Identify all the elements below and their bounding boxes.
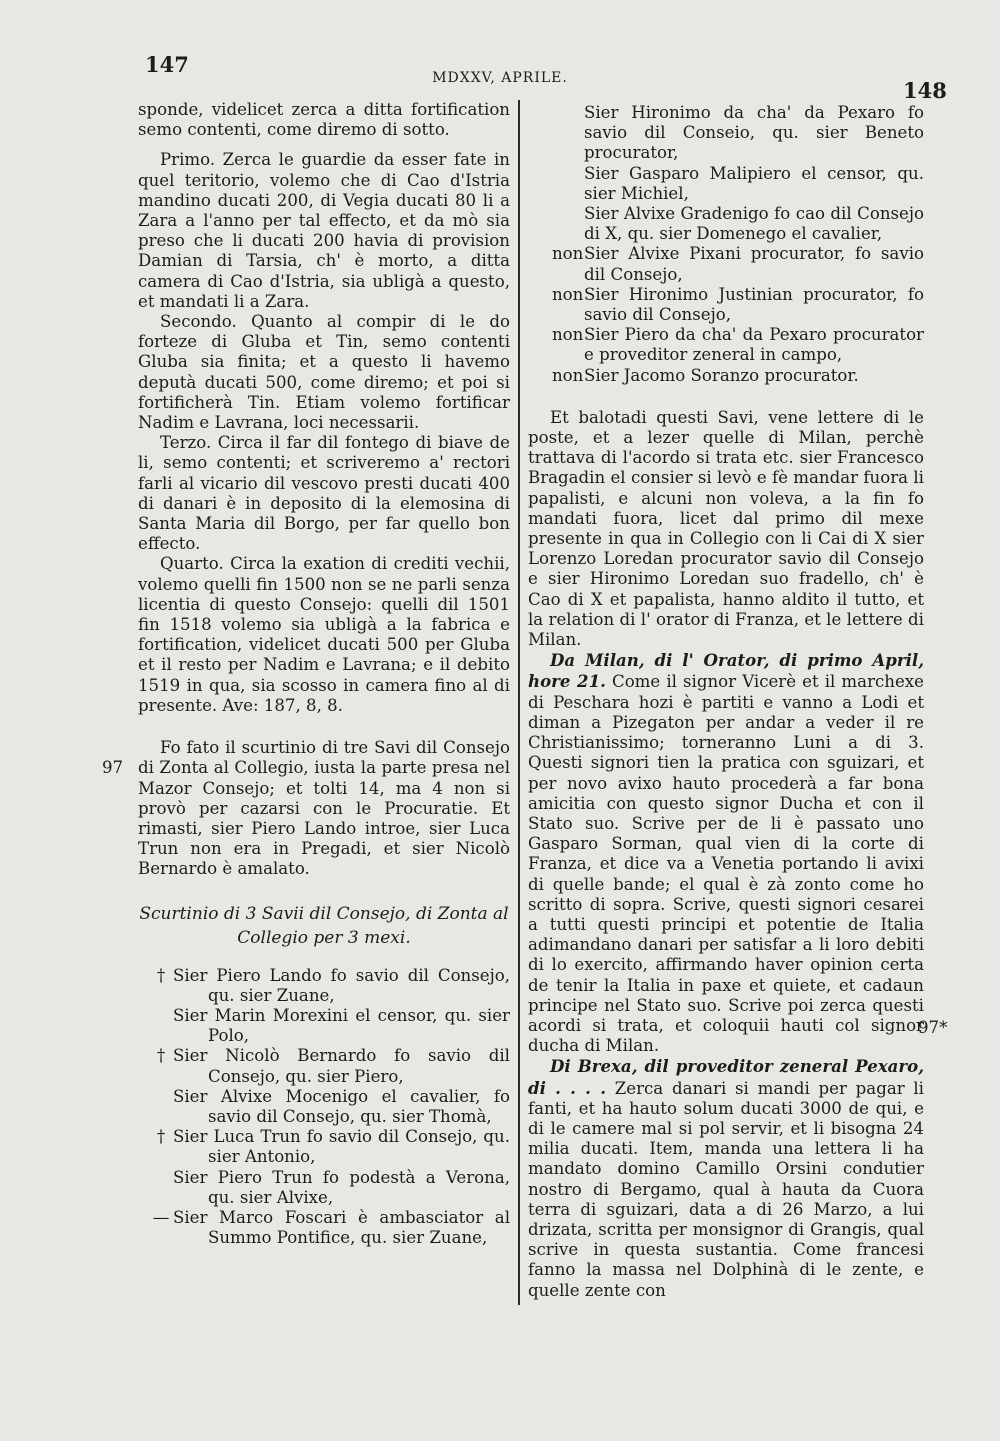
list-mark: — [152,1207,170,1227]
heading-line: Collegio per 3 mexi. [237,927,411,948]
margin-number-right: 97* [918,1018,948,1037]
list-item-text: Sier Piero Trun fo podestà a Verona, qu. sier Alvixe, [173,1167,510,1207]
list-prefix: non [552,325,584,345]
left-paragraph: Fo fato il scurtinio di tre Savi dil Consejo di Zonta al Collegio, iusta la parte presa nel Mazor Consejo; et tolti 14, ma 4 non si provò per cazarsi con le Procuratie. Et rimasti, sier Piero Lando introe, sier Luca Trun non era in Pregadi, et sier Nicolò Bernardo è amalato. [138,738,510,879]
list-item [138,1087,510,1127]
list-item [138,966,510,1006]
running-head: MDXXV, APRILE. [432,70,568,86]
list-prefix: non [552,244,584,264]
left-paragraph: Secondo. Quanto al compir di le do forteze di Gluba et Tin, semo contenti Gluba sia finita; et a questo li havemo deputà ducati 500, come diremo; et poi si fortificherà Tin. Etiam volemo fortificar Nadim e Lavrana, loci necessarii. [138,312,510,433]
list-item [528,285,924,325]
letter-source: Di Brexa, dil proveditor zeneral Pexaro, di . . . . [528,1056,924,1098]
column-divider [518,100,520,1305]
letter-body: Come il signor Vicerè et il marchexe di Peschara hozi è partiti e vanno a Lodi et diman a Pizegaton per andar a veder il re Christianissimo; torneranno Luni a di 3. Questi signori tien la pratica con sguizari, et per novo avixo hauto procederà a far bona amicitia con questo signor Ducha et con il Stato suo. Scrive per de li è passato uno Gasparo Sorman, qual vien di la corte di Franza, et dice va a Venetia portando li avixi di quelle bande; el qual è zà zonto come ho scritto di sopra. Scrive, questi signori cesarei a tutti questi principi et potentie de Italia adimandano danari per satisfar a li loro debiti di lo exercito, affirmando haver opinion certa de tenir la Italia in paxe et quiete, et cadaun principe nel Stato suo. Scrive poi zerca questi acordi si trata, et coloquii hauti col signor ducha di Milan. [528,672,924,1056]
right-paragraph: Et balotadi questi Savi, vene lettere di le poste, et a lezer quelle di Milan, perchè trattava di l'acordo si trata etc. sier Francesco Bragadin el consier si levò e fè mandar fuora li papalisti, e alcuni non voleva, a la fin fo mandati fuora, licet dal primo dil mexe presente in qua in Collegio con li Cai di X sier Lorenzo Loredan procurator savio dil Consejo e sier Hironimo Loredan suo fradello, ch' è Cao di X et papalista, hanno aldito il tutto, et la relation di l' orator di Franza, et le lettere di Milan. [528,407,924,650]
list-item [138,1006,510,1046]
right-paragraph [528,1056,924,1300]
list-prefix: non [552,365,584,385]
list-item-text: Sier Hironimo da cha' da Pexaro fo savio dil Conseio, qu. sier Beneto procurator, [584,103,924,163]
list-item [528,366,924,386]
list-mark: † [156,965,166,985]
left-page-number: 147 [145,52,189,77]
list-item-text: Sier Piero da cha' da Pexaro procurator e proveditor zeneral in campo, [584,325,924,365]
list-prefix: non [552,284,584,304]
list-item [138,1208,510,1248]
list-item [528,164,924,204]
heading-line: Scurtinio di 3 Savii dil Consejo, di Zonta al [139,903,509,924]
list-item-text: Sier Nicolò Bernardo fo savio dil Consejo, qu. sier Piero, [173,1046,510,1086]
list-item-text: Sier Luca Trun fo savio dil Consejo, qu. sier Antonio, [173,1127,510,1167]
list-item [528,204,924,244]
list-item-text: Sier Alvixe Pixani procurator, fo savio dil Consejo, [584,244,924,284]
list-item [138,1127,510,1167]
list-item-text: Sier Alvixe Gradenigo fo cao dil Consejo di X, qu. sier Domenego el cavalier, [584,204,924,244]
list-item-text: Sier Marin Morexini el censor, qu. sier Polo, [173,1005,510,1046]
right-page-number: 148 [903,78,947,103]
scrutiny-list-continued [528,103,924,386]
list-item [528,103,924,164]
list-item [138,1046,510,1086]
right-paragraph [528,650,924,1056]
right-column [528,103,924,1301]
scrutiny-list [138,966,510,1249]
list-item-text: Sier Hironimo Justinian procurator, fo savio dil Consejo, [584,284,924,325]
list-item-text: Sier Piero Lando fo savio dil Consejo, qu. sier Zuane, [173,965,510,1005]
list-item-text: Sier Marco Foscari è ambasciator al Summo Pontifice, qu. sier Zuane, [173,1207,510,1248]
list-item [528,244,924,284]
section-heading [138,902,510,950]
list-item-text: Sier Gasparo Malipiero el censor, qu. sier Michiel, [584,163,924,203]
letter-body: Zerca danari si mandi per pagar li fanti, et ha hauto solum ducati 3000 de qui, e di le camere mal si pol servir, et li bisogna 24 milia ducati. Item, manda una lettera li ha mandato domino Camillo Orsini condutier nostro di Bergamo, qual à hauta da Cuora terra di sguizari, data a di 26 Marzo, a lui drizata, scritta per monsignor di Grangis, qual scrive in questa sustantia. Come francesi fanno la massa nel Dolphinà di le zente, e quelle zente con [528,1078,924,1300]
list-item-text: Sier Alvixe Mocenigo el cavalier, fo savio dil Consejo, qu. sier Thomà, [173,1086,510,1126]
list-item [528,325,924,365]
list-item-text: Sier Jacomo Soranzo procurator. [584,365,859,385]
list-item [138,1168,510,1208]
left-column [138,100,510,1248]
list-mark: † [156,1127,166,1147]
left-paragraph: Terzo. Circa il far dil fontego di biave de li, semo contenti; et scriveremo a' rectori farli al vicario dil vescovo presti ducati 400 di danari è in deposito di la elemosina di Santa Maria dil Borgo, per far quello bon effecto. [138,433,510,554]
left-paragraph: Primo. Zerca le guardie da esser fate in quel teritorio, volemo che di Cao d'Istria mandino ducati 200, di Vegia ducati 80 li a Zara a l'anno per tal effecto, et da mò sia preso che li ducati 200 havia di provision Damian di Tarsia, ch' è morto, a ditta camera di Cao d'Istria, sia ubligà a questo, et mandati li a Zara. [138,150,510,311]
list-mark: † [156,1046,166,1066]
left-paragraph: sponde, videlicet zerca a ditta fortification semo contenti, come diremo di sotto. [138,100,510,140]
margin-number-left: 97 [102,758,124,777]
left-paragraph: Quarto. Circa la exation di crediti vechii, volemo quelli fin 1500 non se ne parli senza licentia di questo Consejo: quelli dil 1501 fin 1518 volemo sia ubligà a la fabrica e fortification, videlicet ducati 500 per Gluba et il resto per Nadim e Lavrana; e il debito 1519 in qua, sia scosso in camera fino al di presente. Ave: 187, 8, 8. [138,554,510,715]
letter-source: Da Milan, di l' Orator, di primo April, hore 21. [528,650,924,692]
